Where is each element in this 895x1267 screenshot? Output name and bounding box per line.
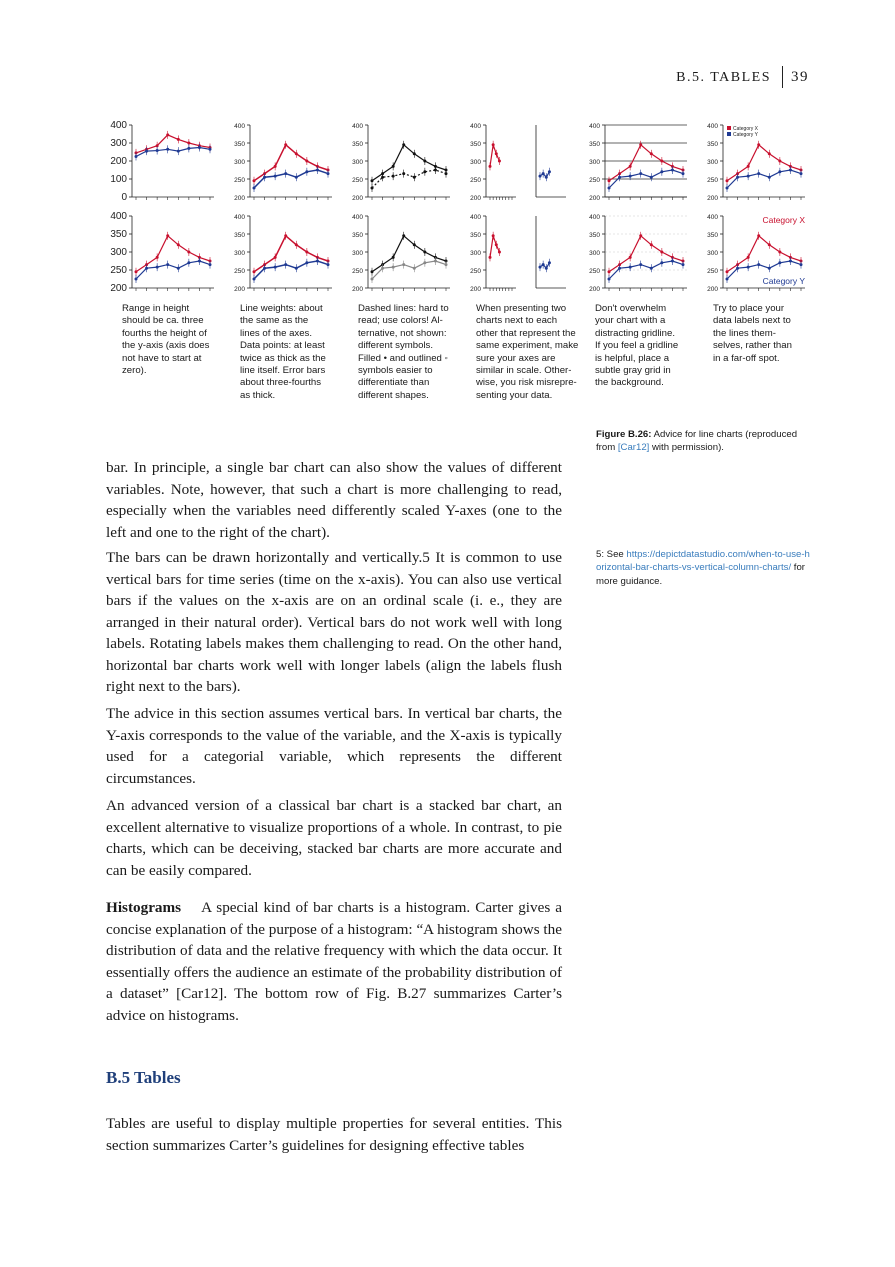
category-y-point — [789, 260, 792, 263]
caption-line: subtle gray grid in — [595, 365, 671, 377]
category-x-point — [650, 243, 653, 246]
caption-line: Line weights: about — [240, 303, 323, 314]
y-tick-label: 300 — [234, 250, 245, 257]
y-tick-label: 250 — [470, 177, 481, 184]
y-tick-label: 350 — [352, 141, 363, 148]
caption-line: is helpful, place a — [595, 352, 670, 364]
caption-line: about three-fourths — [240, 377, 322, 389]
y-tick-label: 400 — [470, 214, 481, 221]
category-y-point — [650, 176, 653, 179]
caption-line: Dashed lines: hard to — [358, 303, 449, 314]
y-tick-label: 100 — [110, 174, 127, 185]
caption-line: selves, rather than — [713, 340, 792, 352]
header-divider — [782, 66, 784, 88]
caption-line: in a far-off spot. — [713, 352, 780, 364]
caption-line: Don't overwhelm — [595, 303, 667, 314]
category-y-point — [381, 267, 384, 270]
y-tick-label: 200 — [234, 195, 245, 202]
caption-line: If you feel a gridline — [595, 340, 679, 352]
category-x-point — [295, 152, 298, 155]
category-y-point — [778, 261, 781, 264]
category-x-point — [747, 256, 750, 259]
category-x-point — [639, 143, 642, 146]
caption-citation-link[interactable]: [Car12] — [617, 442, 650, 453]
y-tick-label: 400 — [110, 211, 127, 222]
category-y-point — [253, 278, 256, 281]
category-y-point — [402, 172, 405, 175]
category-x-point — [608, 179, 611, 182]
category-y-point — [747, 266, 750, 269]
category-y-point — [650, 267, 653, 270]
category-y-point — [539, 175, 542, 178]
category-y-point — [542, 263, 545, 266]
caption-line: wise, you risk misrepre- — [476, 377, 577, 389]
category-y-point — [145, 150, 148, 153]
y-tick-label: 250 — [707, 177, 718, 184]
category-x-line — [490, 236, 499, 258]
category-x-point — [253, 270, 256, 273]
category-x-point — [495, 243, 498, 246]
category-x-point — [660, 251, 663, 254]
category-y-point — [145, 267, 148, 270]
figure-caption — [596, 428, 816, 454]
category-y-point — [639, 263, 642, 266]
category-y-point — [177, 150, 180, 153]
category-y-point — [778, 170, 781, 173]
category-y-point — [392, 266, 395, 269]
category-x-point — [495, 152, 498, 155]
category-y-point — [156, 149, 159, 152]
paragraph-1-text: bar. In principle, a single bar chart can also show the values of different variables. Note, however, that such a chart is more challenging to read, especially when the variables need differently scaled Y-axes (one to the left and one to the right of the chart). — [106, 459, 562, 541]
caption-line: not have to start at — [122, 352, 202, 364]
paragraph-2 — [106, 547, 562, 698]
category-y-point — [618, 267, 621, 270]
category-y-point — [757, 263, 760, 266]
category-x-point — [726, 270, 729, 273]
page-number: 39 — [791, 69, 809, 85]
category-y-point — [423, 261, 426, 264]
category-y-point — [327, 263, 330, 266]
y-tick-label: 350 — [352, 232, 363, 239]
category-y-point — [295, 267, 298, 270]
caption-line: read; use colors! Al- — [358, 315, 443, 327]
caption-line: as thick. — [240, 389, 276, 401]
category-x-point — [629, 256, 632, 259]
category-y-point — [660, 170, 663, 173]
y-tick-label: 200 — [234, 286, 245, 293]
paragraph-histograms — [106, 897, 562, 1026]
category-x-point — [726, 179, 729, 182]
y-tick-label: 250 — [352, 268, 363, 275]
y-tick-label: 400 — [589, 214, 600, 221]
legend-label-y: Category Y — [733, 132, 758, 138]
caption-line: symbols easier to — [358, 365, 433, 377]
caption-line: twice as thick as the — [240, 352, 326, 364]
category-y-point — [295, 176, 298, 179]
category-y-point — [545, 267, 548, 270]
y-tick-label: 200 — [470, 195, 481, 202]
sidenote-link[interactable]: https://depictdatastudio.com/when-to-use-horizontal-bar-charts-vs-vertical-column-charts/ — [596, 549, 810, 574]
category-y-point — [629, 175, 632, 178]
y-tick-label: 250 — [234, 177, 245, 184]
category-x-point — [629, 165, 632, 168]
sidenote-prefix: 5: See — [596, 549, 627, 560]
caption-line: lines of the axes. — [240, 327, 312, 339]
y-tick-label: 250 — [589, 268, 600, 275]
category-y-point — [413, 267, 416, 270]
category-x-point — [305, 251, 308, 254]
y-tick-label: 200 — [110, 283, 127, 294]
data-label-x: Category X — [762, 215, 805, 225]
category-y-point — [434, 260, 437, 263]
y-tick-label: 200 — [352, 286, 363, 293]
category-x-point — [423, 160, 426, 163]
category-x-point — [489, 165, 492, 168]
category-x-point — [639, 234, 642, 237]
legend-swatch-x — [727, 126, 731, 130]
category-x-point — [187, 142, 190, 145]
category-x-point — [371, 270, 374, 273]
category-y-point — [608, 187, 611, 190]
caption-line: the lines them- — [713, 327, 776, 339]
category-y-point — [274, 266, 277, 269]
category-x-point — [392, 165, 395, 168]
caption-line: zero). — [122, 365, 147, 377]
caption-line: your chart with a — [595, 315, 666, 327]
category-y-point — [371, 187, 374, 190]
y-tick-label: 250 — [707, 268, 718, 275]
y-tick-label: 400 — [707, 214, 718, 221]
category-x-point — [135, 270, 138, 273]
y-tick-label: 300 — [470, 159, 481, 166]
category-y-point — [726, 278, 729, 281]
category-x-point — [156, 256, 159, 259]
category-x-point — [413, 243, 416, 246]
category-y-point — [629, 266, 632, 269]
category-x-point — [498, 160, 501, 163]
caption-end: with permission). — [649, 442, 724, 453]
category-y-point — [135, 155, 138, 158]
category-x-point — [177, 243, 180, 246]
category-y-point — [198, 260, 201, 263]
category-x-point — [274, 165, 277, 168]
y-tick-label: 350 — [110, 229, 127, 240]
caption-line: data labels next to — [713, 315, 791, 327]
category-y-point — [327, 172, 330, 175]
category-y-point — [747, 175, 750, 178]
caption-line: ternative, not shown: — [358, 327, 447, 339]
y-tick-label: 400 — [234, 214, 245, 221]
y-tick-label: 350 — [470, 232, 481, 239]
category-x-point — [489, 256, 492, 259]
category-y-point — [187, 147, 190, 150]
category-x-point — [660, 160, 663, 163]
caption-line: differentiate than — [358, 377, 430, 389]
y-tick-label: 300 — [589, 250, 600, 257]
category-x-point — [371, 179, 374, 182]
category-x-point — [757, 143, 760, 146]
y-tick-label: 400 — [110, 120, 127, 131]
category-y-point — [542, 172, 545, 175]
category-y-point — [253, 187, 256, 190]
section-heading: B.5 Tables — [106, 1068, 181, 1087]
legend-swatch-y — [727, 132, 731, 136]
y-tick-label: 400 — [234, 123, 245, 130]
y-tick-label: 250 — [234, 268, 245, 275]
y-tick-label: 400 — [589, 123, 600, 130]
category-x-point — [423, 251, 426, 254]
category-y-point — [639, 172, 642, 175]
paragraph-histograms-text: A special kind of bar charts is a histogram. Carter gives a concise explanation of the purpose of a histogram: “A histogram shows the distribution of data and the relative frequency with which the data occur. It essentially offers the audience an estimate of the probability distribution of a dataset” [Car12]. The bottom row of Fig. B.27 summarizes Carter’s advice on histograms. — [106, 899, 563, 1024]
category-y-point — [768, 176, 771, 179]
y-tick-label: 300 — [110, 247, 127, 258]
category-x-point — [402, 234, 405, 237]
category-x-point — [757, 234, 760, 237]
category-y-point — [548, 261, 551, 264]
y-tick-label: 200 — [110, 156, 127, 167]
y-tick-label: 200 — [589, 286, 600, 293]
category-x-point — [177, 138, 180, 141]
y-tick-label: 400 — [470, 123, 481, 130]
category-y-point — [800, 263, 803, 266]
caption-line: same experiment, make — [476, 340, 579, 352]
caption-line: the background. — [595, 377, 664, 389]
paragraph-tables — [106, 1113, 562, 1156]
caption-text: Advice for line charts (reproduced from — [596, 429, 798, 453]
y-tick-label: 250 — [110, 265, 127, 276]
y-tick-label: 350 — [234, 232, 245, 239]
category-y-point — [392, 175, 395, 178]
category-x-point — [392, 256, 395, 259]
caption-line: the y-axis (axis does — [122, 340, 210, 352]
caption-line: Range in height — [122, 303, 190, 314]
category-y-point — [166, 148, 169, 151]
category-x-point — [284, 143, 287, 146]
category-y-point — [305, 261, 308, 264]
y-tick-label: 300 — [707, 159, 718, 166]
y-tick-label: 300 — [234, 159, 245, 166]
category-y-point — [736, 267, 739, 270]
category-y-point — [445, 263, 448, 266]
category-y-point — [423, 170, 426, 173]
caption-line: sure your axes are — [476, 352, 556, 364]
y-tick-label: 250 — [589, 177, 600, 184]
category-x-point — [305, 160, 308, 163]
column-caption — [595, 303, 678, 390]
category-y-point — [371, 278, 374, 281]
paragraph-3 — [106, 703, 562, 789]
category-y-point — [209, 148, 212, 151]
category-y-point — [671, 260, 674, 263]
column-caption — [122, 303, 209, 377]
category-x-point — [778, 160, 781, 163]
category-y-point — [198, 146, 201, 149]
category-y-point — [800, 172, 803, 175]
column-caption — [713, 303, 792, 365]
category-x-point — [166, 133, 169, 136]
caption-line: senting your data. — [476, 389, 553, 401]
category-y-point — [682, 172, 685, 175]
legend-label-x: Category X — [733, 126, 759, 132]
y-tick-label: 400 — [352, 123, 363, 130]
y-tick-label: 350 — [589, 232, 600, 239]
category-y-point — [545, 176, 548, 179]
paragraph-4 — [106, 795, 562, 881]
y-tick-label: 350 — [707, 232, 718, 239]
paragraph-4-text: An advanced version of a classical bar chart is a stacked bar chart, an excellent alternative to visualize proportions of a whole. In contrast, to pie charts, which can be deceiving, stacked bar charts are more accurate and can be easily compared. — [106, 797, 562, 879]
category-y-point — [736, 176, 739, 179]
y-tick-label: 400 — [352, 214, 363, 221]
category-y-point — [445, 172, 448, 175]
category-x-point — [402, 143, 405, 146]
category-y-point — [284, 263, 287, 266]
category-y-point — [660, 261, 663, 264]
caption-line: should be ca. three — [122, 315, 204, 327]
category-y-point — [618, 176, 621, 179]
y-tick-label: 300 — [352, 159, 363, 166]
caption-line: charts next to each — [476, 315, 558, 327]
column-caption — [476, 303, 578, 402]
category-y-point — [789, 169, 792, 172]
category-x-point — [778, 251, 781, 254]
y-tick-label: 200 — [352, 195, 363, 202]
caption-line: different shapes. — [358, 389, 429, 401]
category-y-point — [402, 263, 405, 266]
caption-line: fourths the height of — [122, 327, 207, 339]
paragraph-tables-text: Tables are useful to display multiple properties for several entities. This section summarizes Carter’s guidelines for designing effective tables — [106, 1115, 562, 1154]
category-y-point — [548, 170, 551, 173]
category-y-point — [608, 278, 611, 281]
category-x-point — [747, 165, 750, 168]
category-x-line — [490, 145, 499, 167]
caption-line: similar in scale. Other- — [476, 365, 572, 377]
caption-line: line itself. Error bars — [240, 365, 326, 377]
category-y-point — [263, 176, 266, 179]
caption-line: other that represent the — [476, 327, 576, 339]
y-tick-label: 200 — [707, 286, 718, 293]
category-x-point — [768, 152, 771, 155]
histograms-heading: Histograms — [106, 899, 182, 916]
y-tick-label: 400 — [707, 123, 718, 130]
y-tick-label: 350 — [707, 141, 718, 148]
category-x-point — [608, 270, 611, 273]
category-y-point — [768, 267, 771, 270]
category-y-point — [274, 175, 277, 178]
y-tick-label: 350 — [234, 141, 245, 148]
category-y-point — [539, 266, 542, 269]
caption-line: Data points: at least — [240, 340, 325, 352]
caption-line: the same as the — [240, 315, 309, 327]
category-y-point — [413, 176, 416, 179]
category-x-point — [166, 234, 169, 237]
caption-line: different symbols. — [358, 340, 434, 352]
sidenote — [596, 548, 812, 588]
category-y-point — [305, 170, 308, 173]
y-tick-label: 350 — [470, 141, 481, 148]
data-label-y: Category Y — [762, 276, 805, 286]
paragraph-2-text: The bars can be drawn horizontally and vertically.5 It is common to use vertical bars for time series (time on the x-axis). You can also use vertical bars if the values on the x-axis are on an ordinal scale (i. e., they are arranged in their natural order). Vertical bars do not work well with long labels. Rotating labels makes them challenging to read. On the other hand, horizontal bar charts work well with longer labels (align the labels flush right next to the bars). — [106, 549, 562, 695]
sidenote-suffix: for more guidance. — [596, 562, 805, 587]
y-tick-label: 300 — [589, 159, 600, 166]
y-tick-label: 300 — [110, 138, 127, 149]
y-tick-label: 250 — [470, 268, 481, 275]
category-x-point — [650, 152, 653, 155]
category-x-point — [295, 243, 298, 246]
column-caption — [358, 303, 449, 402]
category-x-point — [187, 251, 190, 254]
caption-line: Filled • and outlined ◦ — [358, 352, 448, 364]
category-x-point — [284, 234, 287, 237]
category-y-point — [757, 172, 760, 175]
paragraph-3-text: The advice in this section assumes vertical bars. In vertical bar charts, the Y-axis corresponds to the value of the variable, and the X-axis is typically used for a categorial variable, which represents the different circumstances. — [106, 705, 562, 787]
category-y-point — [434, 169, 437, 172]
y-tick-label: 300 — [707, 250, 718, 257]
category-y-point — [209, 263, 212, 266]
y-tick-label: 0 — [121, 192, 127, 203]
caption-label: Figure B.26: — [596, 429, 652, 440]
category-x-point — [253, 179, 256, 182]
category-y-point — [177, 267, 180, 270]
y-tick-label: 200 — [707, 195, 718, 202]
category-y-point — [284, 172, 287, 175]
category-x-point — [492, 234, 495, 237]
category-y-point — [682, 263, 685, 266]
category-x-point — [413, 152, 416, 155]
y-tick-label: 300 — [352, 250, 363, 257]
category-x-point — [274, 256, 277, 259]
category-y-point — [726, 187, 729, 190]
y-tick-label: 200 — [470, 286, 481, 293]
category-y-point — [187, 261, 190, 264]
column-caption — [240, 303, 326, 402]
y-tick-label: 200 — [589, 195, 600, 202]
category-y-point — [135, 278, 138, 281]
category-y-point — [381, 176, 384, 179]
category-x-point — [768, 243, 771, 246]
y-tick-label: 300 — [470, 250, 481, 257]
caption-line: distracting gridline. — [595, 327, 675, 339]
caption-line: When presenting two — [476, 303, 567, 314]
category-x-point — [492, 143, 495, 146]
caption-line: Try to place your — [713, 303, 785, 314]
category-x-line — [372, 145, 446, 181]
category-x-point — [498, 251, 501, 254]
category-y-point — [671, 169, 674, 172]
y-tick-label: 350 — [589, 141, 600, 148]
y-tick-label: 250 — [352, 177, 363, 184]
category-y-point — [156, 266, 159, 269]
category-y-point — [316, 260, 319, 263]
paragraph-1 — [106, 457, 562, 543]
category-y-point — [166, 263, 169, 266]
category-y-point — [316, 169, 319, 172]
running-section: B.5. TABLES — [676, 70, 771, 85]
category-y-point — [263, 267, 266, 270]
